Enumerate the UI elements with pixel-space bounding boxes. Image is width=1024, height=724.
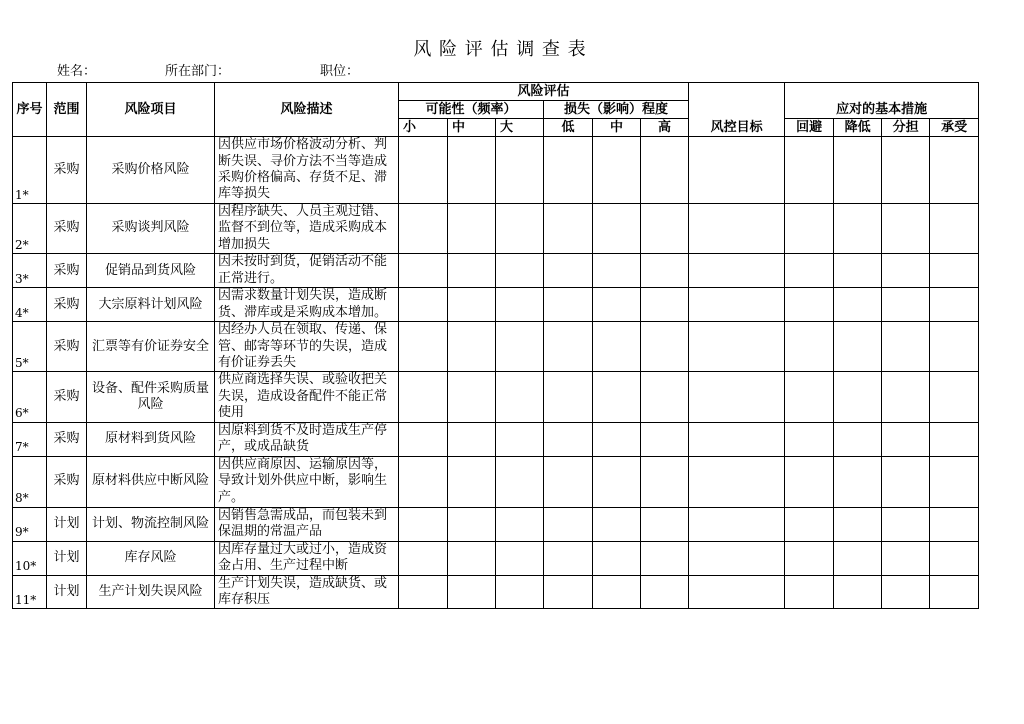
risk-control-target-cell [689,541,785,575]
likelihood-medium-cell [448,422,496,456]
description-line: 断失误、寻价方法不当等造成 [218,153,388,169]
measure-reduce-cell [834,288,882,322]
description-line: 因未按时到货，促销活动不能 [218,254,388,270]
header-scope: 范围 [47,83,87,137]
likelihood-small-cell [399,541,448,575]
header-impact-medium: 中 [593,119,641,137]
description-line: 因需求数量计划失误，造成断 [218,288,388,304]
impact-low-cell [544,137,593,204]
impact-low-cell [544,204,593,254]
row-seq: 6* [13,372,47,422]
description-line: 产，或成品缺货 [218,439,310,455]
description-line: 管、邮寄等环节的失误，造成 [218,338,388,354]
risk-assessment-table [12,82,979,609]
row-description [215,456,399,507]
description-line: 采购价格偏高、存货不足、滞 [218,170,388,185]
likelihood-large-cell [496,288,544,322]
table-row [13,322,979,372]
measure-avoid-cell [785,254,834,288]
measure-accept-cell [930,372,979,422]
description-line: 生产计划失误，造成缺货、或 [218,575,388,591]
description-line: 库等损失 [218,186,271,202]
likelihood-medium-cell [448,456,496,507]
row-scope: 采购 [47,456,87,507]
row-seq: 7* [13,422,47,456]
likelihood-large-cell [496,422,544,456]
impact-high-cell [641,456,689,507]
measure-avoid-cell [785,456,834,507]
table-row [13,288,979,322]
row-seq: 4* [13,288,47,322]
row-risk-item: 计划、物流控制风险 [87,507,215,541]
table-header [13,83,979,137]
measure-avoid-cell [785,575,834,609]
measure-avoid-cell [785,288,834,322]
likelihood-large-cell [496,372,544,422]
risk-control-target-cell [689,288,785,322]
description-line: 使用 [218,405,245,421]
row-description [215,254,399,288]
description-line: 导致计划外供应中断，影响生 [218,473,388,489]
description-line: 因原料到货不及时造成生产停 [218,422,388,438]
likelihood-medium-cell [448,541,496,575]
measure-share-cell [882,507,930,541]
row-scope: 计划 [47,541,87,575]
row-seq: 8* [13,456,47,507]
likelihood-medium-cell [448,288,496,322]
risk-control-target-cell [689,422,785,456]
measure-share-cell [882,456,930,507]
table-row [13,456,979,507]
measure-reduce-cell [834,456,882,507]
row-scope: 采购 [47,372,87,422]
impact-medium-cell [593,422,641,456]
description-line: 正常进行。 [218,270,284,286]
department-label: 所在部门： [165,64,231,79]
impact-high-cell [641,204,689,254]
measure-accept-cell [930,507,979,541]
measure-accept-cell [930,322,979,372]
measure-avoid-cell [785,422,834,456]
measure-reduce-cell [834,254,882,288]
header-risk-control-target: 风控目标 [689,83,785,137]
table-row [13,204,979,254]
likelihood-small-cell [399,254,448,288]
header-measure-reduce: 降低 [834,119,882,137]
impact-high-cell [641,254,689,288]
header-measure-avoid: 回避 [785,119,834,137]
row-risk-item: 采购谈判风险 [87,204,215,254]
measure-reduce-cell [834,322,882,372]
measure-share-cell [882,422,930,456]
row-description [215,322,399,372]
impact-high-cell [641,507,689,541]
measure-reduce-cell [834,422,882,456]
likelihood-small-cell [399,422,448,456]
likelihood-medium-cell [448,254,496,288]
header-response-measures: 应对的基本措施 [785,83,979,119]
row-scope: 采购 [47,288,87,322]
measure-avoid-cell [785,541,834,575]
name-label: 姓名： [57,64,97,79]
measure-share-cell [882,575,930,609]
header-impact: 损失（影响）程度 [544,101,689,119]
description-line: 失误，造成设备配件不能正常 [218,388,388,404]
header-seq: 序号 [13,83,47,137]
row-risk-item: 大宗原料计划风险 [87,288,215,322]
description-line: 因库存量过大或过小，造成资 [218,541,388,557]
measure-reduce-cell [834,204,882,254]
impact-medium-cell [593,372,641,422]
table-body [13,137,979,609]
impact-low-cell [544,575,593,609]
table-row [13,541,979,575]
risk-control-target-cell [689,372,785,422]
row-scope: 计划 [47,507,87,541]
row-description [215,204,399,254]
likelihood-large-cell [496,575,544,609]
row-seq: 5* [13,322,47,372]
row-description [215,288,399,322]
likelihood-small-cell [399,456,448,507]
header-impact-high: 高 [641,119,689,137]
row-scope: 采购 [47,322,87,372]
description-line: 金占用、生产过程中断 [218,558,349,574]
risk-control-target-cell [689,507,785,541]
row-description [215,541,399,575]
table-row [13,372,979,422]
impact-high-cell [641,372,689,422]
row-seq: 2* [13,204,47,254]
impact-high-cell [641,575,689,609]
likelihood-small-cell [399,204,448,254]
impact-medium-cell [593,575,641,609]
likelihood-medium-cell [448,507,496,541]
impact-high-cell [641,422,689,456]
description-line: 产。 [218,489,245,505]
row-seq: 9* [13,507,47,541]
likelihood-small-cell [399,575,448,609]
measure-share-cell [882,541,930,575]
row-risk-item: 设备、配件采购质量风险 [87,372,215,422]
row-scope: 计划 [47,575,87,609]
measure-accept-cell [930,204,979,254]
table-row [13,254,979,288]
row-seq: 3* [13,254,47,288]
description-line: 因供应市场价格波动分析、判 [218,137,388,153]
measure-accept-cell [930,137,979,204]
measure-reduce-cell [834,541,882,575]
likelihood-large-cell [496,541,544,575]
impact-medium-cell [593,204,641,254]
measure-accept-cell [930,541,979,575]
likelihood-medium-cell [448,204,496,254]
header-impact-low: 低 [544,119,593,137]
measure-avoid-cell [785,372,834,422]
description-line: 监督不到位等，造成采购成本 [218,220,388,236]
row-seq: 1* [13,137,47,204]
description-line: 增加损失 [218,236,271,252]
impact-low-cell [544,456,593,507]
row-risk-item: 库存风险 [87,541,215,575]
likelihood-small-cell [399,507,448,541]
header-likelihood: 可能性（频率） [399,101,544,119]
impact-low-cell [544,254,593,288]
position-label: 职位： [320,64,360,79]
header-measure-share: 分担 [882,119,930,137]
description-line: 保温期的常温产品 [218,524,323,540]
likelihood-small-cell [399,322,448,372]
row-description [215,137,399,204]
likelihood-small-cell [399,372,448,422]
measure-avoid-cell [785,322,834,372]
row-risk-item: 采购价格风险 [87,137,215,204]
measure-accept-cell [930,456,979,507]
row-risk-item: 汇票等有价证券安全 [87,322,215,372]
likelihood-small-cell [399,137,448,204]
row-scope: 采购 [47,422,87,456]
impact-low-cell [544,541,593,575]
measure-reduce-cell [834,575,882,609]
risk-control-target-cell [689,137,785,204]
impact-high-cell [641,541,689,575]
row-scope: 采购 [47,254,87,288]
row-risk-item: 促销品到货风险 [87,254,215,288]
likelihood-small-cell [399,288,448,322]
description-line: 因经办人员在领取、传递、保 [218,322,388,338]
row-scope: 采购 [47,204,87,254]
row-risk-item: 原材料到货风险 [87,422,215,456]
impact-medium-cell [593,288,641,322]
likelihood-large-cell [496,137,544,204]
impact-low-cell [544,422,593,456]
header-likelihood-medium: 中 [448,119,496,137]
measure-avoid-cell [785,204,834,254]
impact-low-cell [544,288,593,322]
row-description [215,422,399,456]
header-risk-assessment: 风险评估 [399,83,689,101]
header-risk-description: 风险描述 [215,83,399,137]
likelihood-large-cell [496,204,544,254]
impact-low-cell [544,372,593,422]
header-likelihood-large: 大 [496,119,544,137]
table-row [13,422,979,456]
impact-low-cell [544,507,593,541]
measure-share-cell [882,322,930,372]
impact-medium-cell [593,541,641,575]
description-line: 库存积压 [218,592,271,608]
impact-low-cell [544,322,593,372]
impact-medium-cell [593,322,641,372]
measure-avoid-cell [785,137,834,204]
row-seq: 10* [13,541,47,575]
measure-share-cell [882,372,930,422]
measure-share-cell [882,288,930,322]
description-line: 供应商选择失误、或验收把关 [218,372,388,388]
impact-medium-cell [593,137,641,204]
row-description [215,507,399,541]
row-description [215,372,399,422]
impact-high-cell [641,288,689,322]
impact-high-cell [641,322,689,372]
row-scope: 采购 [47,137,87,204]
measure-accept-cell [930,288,979,322]
risk-control-target-cell [689,322,785,372]
row-seq: 11* [13,575,47,609]
risk-control-target-cell [689,254,785,288]
likelihood-large-cell [496,456,544,507]
header-measure-accept: 承受 [930,119,979,137]
impact-medium-cell [593,456,641,507]
measure-avoid-cell [785,507,834,541]
measure-accept-cell [930,422,979,456]
likelihood-medium-cell [448,575,496,609]
likelihood-large-cell [496,322,544,372]
measure-share-cell [882,254,930,288]
table-row [13,137,979,204]
measure-share-cell [882,137,930,204]
table-row [13,507,979,541]
row-description [215,575,399,609]
risk-control-target-cell [689,204,785,254]
measure-accept-cell [930,575,979,609]
measure-accept-cell [930,254,979,288]
measure-reduce-cell [834,372,882,422]
header-row [13,83,979,101]
likelihood-large-cell [496,507,544,541]
table-row [13,575,979,609]
header-likelihood-small: 小 [399,119,448,137]
row-risk-item: 原材料供应中断风险 [87,456,215,507]
impact-high-cell [641,137,689,204]
impact-medium-cell [593,254,641,288]
impact-medium-cell [593,507,641,541]
measure-reduce-cell [834,137,882,204]
risk-control-target-cell [689,575,785,609]
row-risk-item: 生产计划失误风险 [87,575,215,609]
risk-survey-sheet [12,82,979,609]
header-risk-item: 风险项目 [87,83,215,137]
likelihood-medium-cell [448,322,496,372]
description-line: 因程序缺失、人员主观过错、 [218,204,388,219]
measure-share-cell [882,204,930,254]
description-line: 货、滞库或是采购成本增加。 [218,304,388,320]
description-line: 因销售急需成品，而包装未到 [218,507,388,523]
description-line: 因供应商原因、运输原因等， [218,457,388,473]
likelihood-large-cell [496,254,544,288]
measure-reduce-cell [834,507,882,541]
page-title: 风 险 评 估 调 查 表 [413,39,587,60]
likelihood-medium-cell [448,137,496,204]
likelihood-medium-cell [448,372,496,422]
description-line: 有价证券丢失 [218,355,297,371]
risk-control-target-cell [689,456,785,507]
